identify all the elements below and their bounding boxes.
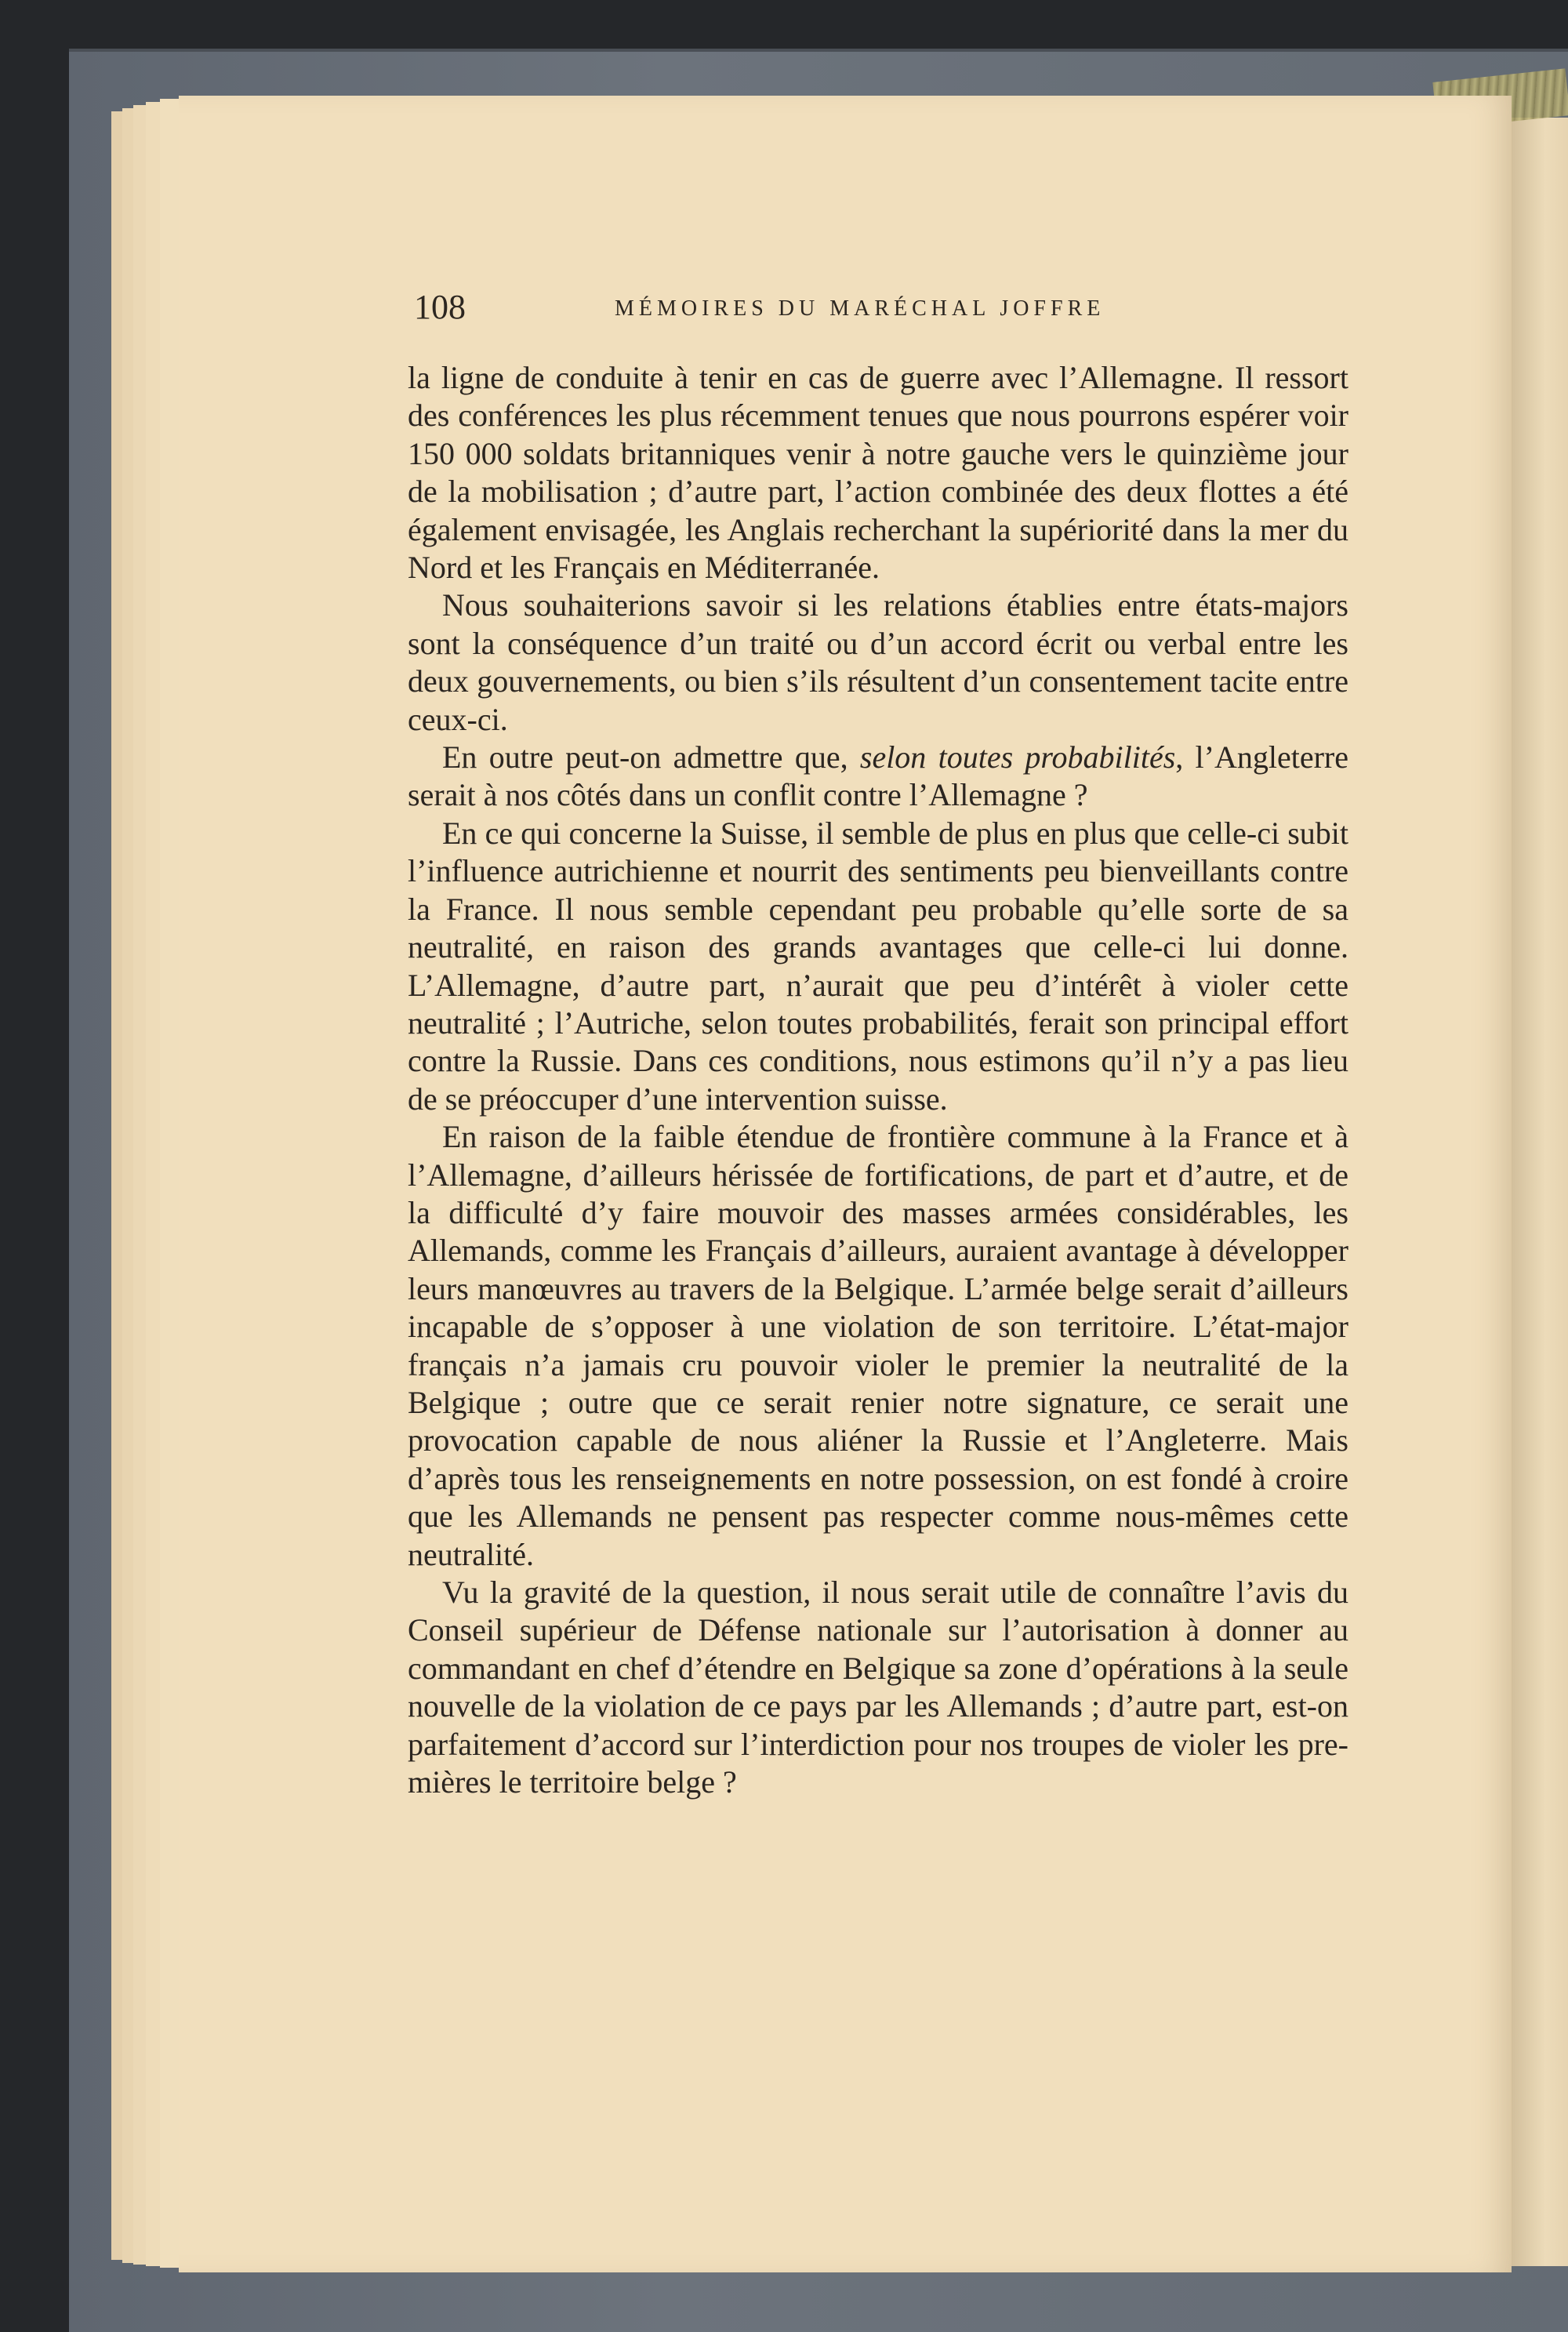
page-number: 108 [414, 288, 466, 326]
paragraph-3-italic: selon toutes probabilités [859, 739, 1176, 776]
running-title: MÉMOIRES DU MARÉCHAL JOFFRE [615, 296, 1105, 321]
paragraph-1: la ligne de conduite à tenir en cas de guerre avec l’Allemagne. Il ressort des conférences les plus récemment tenues que nous pourrons espérer voir 150 000 soldats britanniques venir à notre gauche vers le quinzième jour de la mobilisation ; d’autre part, l’action combinée des deux flottes a été également envisagée, les Anglais recherchant la supériorité dans la mer du Nord et les Français en Méditerranée. [408, 360, 1348, 586]
facing-page-edge [1512, 118, 1568, 2266]
paragraph-4: En ce qui concerne la Suisse, il semble de plus en plus que celle-ci subit l’influence autrichienne et nourrit des sentiments peu bienveillants contre la France. Il nous semble cependant peu probable qu’elle sorte de sa neutralité, en raison des grands avantages que celle-ci lui donne. L’Allemagne, d’autre part, n’aurait que peu d’intérêt à violer cette neutralité ; l’Autriche, selon toutes probabilités, ferait son principal effort contre la Russie. Dans ces conditions, nous estimons qu’il n’y a pas lieu de se préoccuper d’une intervention suisse. [408, 815, 1348, 1117]
paragraph-3-rest: l’Angleterre serait à nos côtés dans un conflit contre l’Allemagne ? [408, 739, 1348, 813]
paragraph-6: Vu la gravité de la question, il nous serait utile de connaître l’avis du Conseil supérieur de Défense nationale sur l’autorisation à donner au commandant en chef d’étendre en Belgique sa zone d’opérations à la seule nouvelle de la violation de ce pays par les Allemands ; d’autre part, est-on parfaitement d’accord sur l’interdiction pour nos troupes de violer les premières le territoire belge ? [408, 1575, 1348, 1800]
paragraph-3 [408, 739, 1348, 815]
paragraph-5: En raison de la faible étendue de frontière commune à la France et à l’Allemagne, d’ailleurs hérissée de fortifications, de part et d’autre, et de la difficulté d’y faire mouvoir des masses armées considérables, les Allemands, comme les Français d’ailleurs, auraient avantage à développer leurs manœuvres au travers de la Belgique. L’armée belge serait d’ailleurs incapable de s’opposer à une violation de son territoire. L’état-major français n’a jamais cru pouvoir violer le premier la neutralité de la Belgique ; outre que ce serait renier notre signature, ce serait une provocation capable de nous aliéner la Russie et l’Angleterre. Mais d’après tous les renseignements en notre possession, on est fondé à croire que les Allemands ne pensent pas respecter comme nous-mêmes cette neutralité. [408, 1119, 1348, 1572]
body-text [408, 359, 1348, 1801]
paragraph-2: Nous souhaiterions savoir si les relations établies entre états-majors sont la conséquence d’un traité ou d’un accord écrit ou verbal entre les deux gouvernements, ou bien s’ils résultent d’un consentement tacite entre ceux-ci. [408, 587, 1348, 737]
page-header [414, 287, 1355, 334]
paragraph-3-comma: , [1175, 739, 1184, 776]
paragraph-3-lead: En outre peut-on admettre que, [442, 739, 860, 776]
